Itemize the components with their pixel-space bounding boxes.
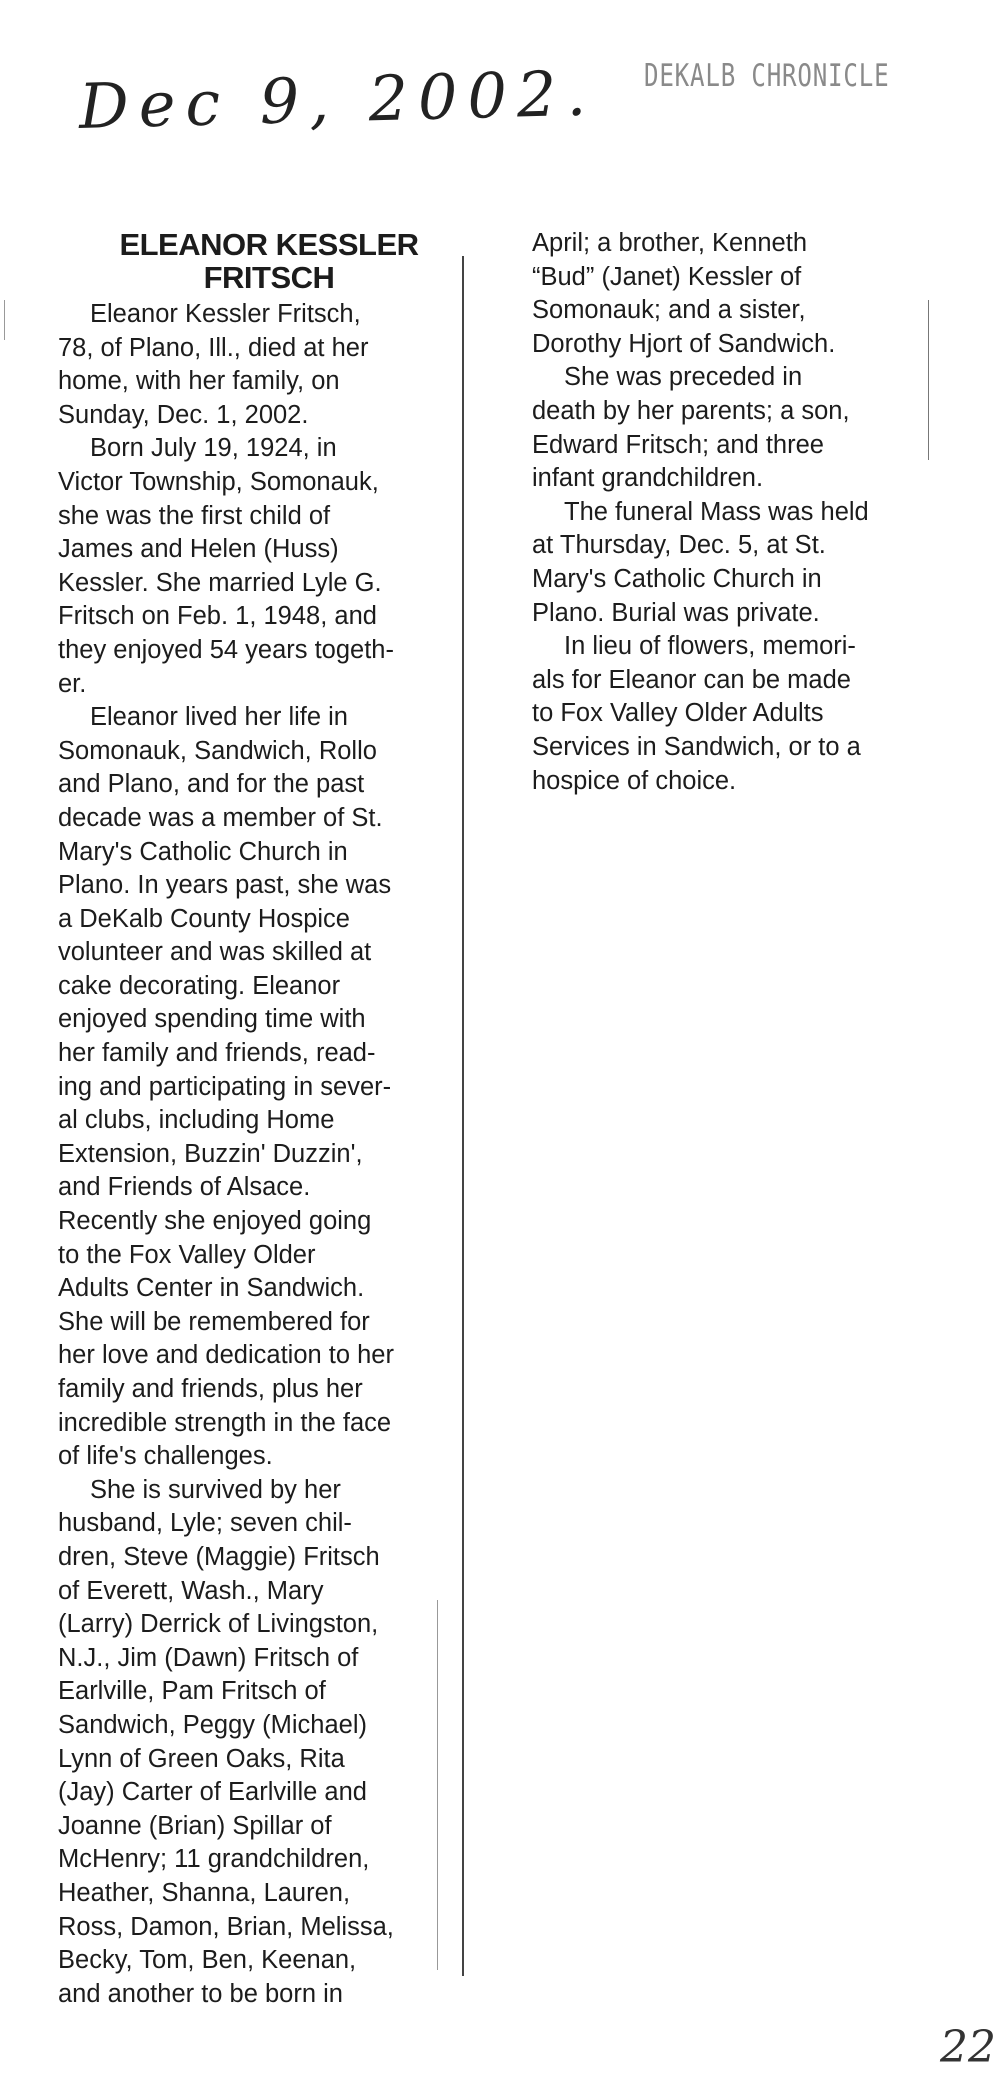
body-text-line: to the Fox Valley Older <box>58 1240 316 1269</box>
body-text-line: home, with her family, on <box>58 367 340 396</box>
body-text-line: April; a brother, Kenneth <box>532 229 808 257</box>
body-text-line: She will be remembered for <box>58 1307 370 1336</box>
body-text-line: Fritsch on Feb. 1, 1948, and <box>58 602 377 631</box>
body-text-line: Extension, Buzzin' Duzzin', <box>58 1139 363 1168</box>
body-text-line: death by her parents; a son, <box>532 396 850 425</box>
body-text-line: dren, Steve (Maggie) Fritsch <box>58 1542 380 1571</box>
body-text-line: volunteer and was skilled at <box>58 938 372 967</box>
left-column-body <box>58 298 458 2011</box>
handwritten-date: Dec 9, 2002. <box>78 56 597 143</box>
clipping-edge-mark <box>4 300 5 340</box>
body-text-line: Victor Township, Somonauk, <box>58 467 379 496</box>
body-text-line: Edward Fritsch; and three <box>532 430 824 459</box>
body-text-line: Lynn of Green Oaks, Rita <box>58 1744 345 1773</box>
body-text-line: Plano. In years past, she was <box>58 871 392 900</box>
body-text-line: Plano. Burial was private. <box>532 598 820 627</box>
column-divider <box>462 256 464 1976</box>
body-text-line: incredible strength in the face <box>58 1408 392 1437</box>
body-text-line: her love and dedication to her <box>58 1341 394 1370</box>
body-text-line: (Jay) Carter of Earlville and <box>58 1778 367 1807</box>
body-text-line: er. <box>58 669 87 698</box>
body-text-line: infant grandchildren. <box>532 464 764 493</box>
body-text-line: and Friends of Alsace. <box>58 1173 311 1202</box>
body-text-line: a DeKalb County Hospice <box>58 904 350 933</box>
body-text-line: Sandwich, Peggy (Michael) <box>58 1710 367 1739</box>
body-text-line: Ross, Damon, Brian, Melissa, <box>58 1912 394 1941</box>
body-text-line: Mary's Catholic Church in <box>532 564 822 593</box>
obituary-right-column <box>532 227 932 798</box>
body-text-line: of Everett, Wash., Mary <box>58 1576 324 1605</box>
body-text-line: N.J., Jim (Dawn) Fritsch of <box>58 1643 359 1672</box>
body-text-line: her family and friends, read- <box>58 1039 376 1068</box>
body-text-line: The funeral Mass was held <box>564 497 869 526</box>
body-text-line: (Larry) Derrick of Livingston, <box>58 1610 379 1639</box>
body-text-line: Heather, Shanna, Lauren, <box>58 1878 351 1907</box>
body-text-line: husband, Lyle; seven chil- <box>58 1509 352 1538</box>
body-text-line: “Bud” (Janet) Kessler of <box>532 262 802 291</box>
body-text-line: Eleanor Kessler Fritsch, <box>90 300 361 328</box>
body-text-line: ing and participating in sever- <box>58 1072 392 1101</box>
body-text-line: als for Eleanor can be made <box>532 665 851 694</box>
body-text-line: Born July 19, 1924, in <box>90 434 337 463</box>
body-text-line: In lieu of flowers, memori- <box>564 632 856 661</box>
body-text-line: to Fox Valley Older Adults <box>532 699 824 728</box>
body-text-line: at Thursday, Dec. 5, at St. <box>532 531 826 560</box>
body-text-line: Becky, Tom, Ben, Keenan, <box>58 1946 357 1975</box>
body-text-line: she was the first child of <box>58 501 331 530</box>
body-text-line: Dorothy Hjort of Sandwich. <box>532 329 836 358</box>
body-text-line: decade was a member of St. <box>58 803 383 832</box>
right-column-body <box>532 227 932 798</box>
body-text-line: enjoyed spending time with <box>58 1005 366 1034</box>
obituary-left-column <box>58 228 458 2011</box>
body-text-line: hospice of choice. <box>532 766 737 795</box>
page-number: 22 <box>940 2022 996 2073</box>
body-text-line: Somonauk; and a sister, <box>532 296 806 325</box>
body-text-line: al clubs, including Home <box>58 1106 335 1135</box>
body-text-line: 78, of Plano, Ill., died at her <box>58 333 369 362</box>
body-text-line: Mary's Catholic Church in <box>58 837 348 866</box>
body-text-line: they enjoyed 54 years togeth- <box>58 635 394 664</box>
body-text-line: McHenry; 11 grandchildren, <box>58 1845 370 1874</box>
body-text-line: and Plano, and for the past <box>58 770 365 799</box>
body-text-line: Sunday, Dec. 1, 2002. <box>58 400 309 429</box>
body-text-line: cake decorating. Eleanor <box>58 971 341 1000</box>
body-text-line: She is survived by her <box>90 1475 341 1504</box>
publication-stamp: DEKALB CHRONICLE <box>644 58 890 94</box>
body-text-line: Earlville, Pam Fritsch of <box>58 1677 326 1706</box>
body-text-line: She was preceded in <box>564 363 803 392</box>
body-text-line: of life's challenges. <box>58 1442 273 1471</box>
body-text-line: and another to be born in <box>58 1979 343 2008</box>
body-text-line: Adults Center in Sandwich. <box>58 1274 365 1303</box>
body-text-line: family and friends, plus her <box>58 1375 363 1403</box>
body-text-line: Services in Sandwich, or to a <box>532 732 861 761</box>
body-text-line: Somonauk, Sandwich, Rollo <box>58 736 377 765</box>
obituary-headline <box>58 228 464 294</box>
body-text-line: Recently she enjoyed going <box>58 1207 372 1236</box>
body-text-line: Eleanor lived her life in <box>90 703 348 732</box>
body-text-line: Joanne (Brian) Spillar of <box>58 1811 332 1840</box>
body-text-line: Kessler. She married Lyle G. <box>58 568 382 597</box>
headline-line: ELEANOR KESSLER <box>119 227 419 262</box>
body-text-line: James and Helen (Huss) <box>58 535 339 564</box>
headline-line: FRITSCH <box>203 260 335 295</box>
